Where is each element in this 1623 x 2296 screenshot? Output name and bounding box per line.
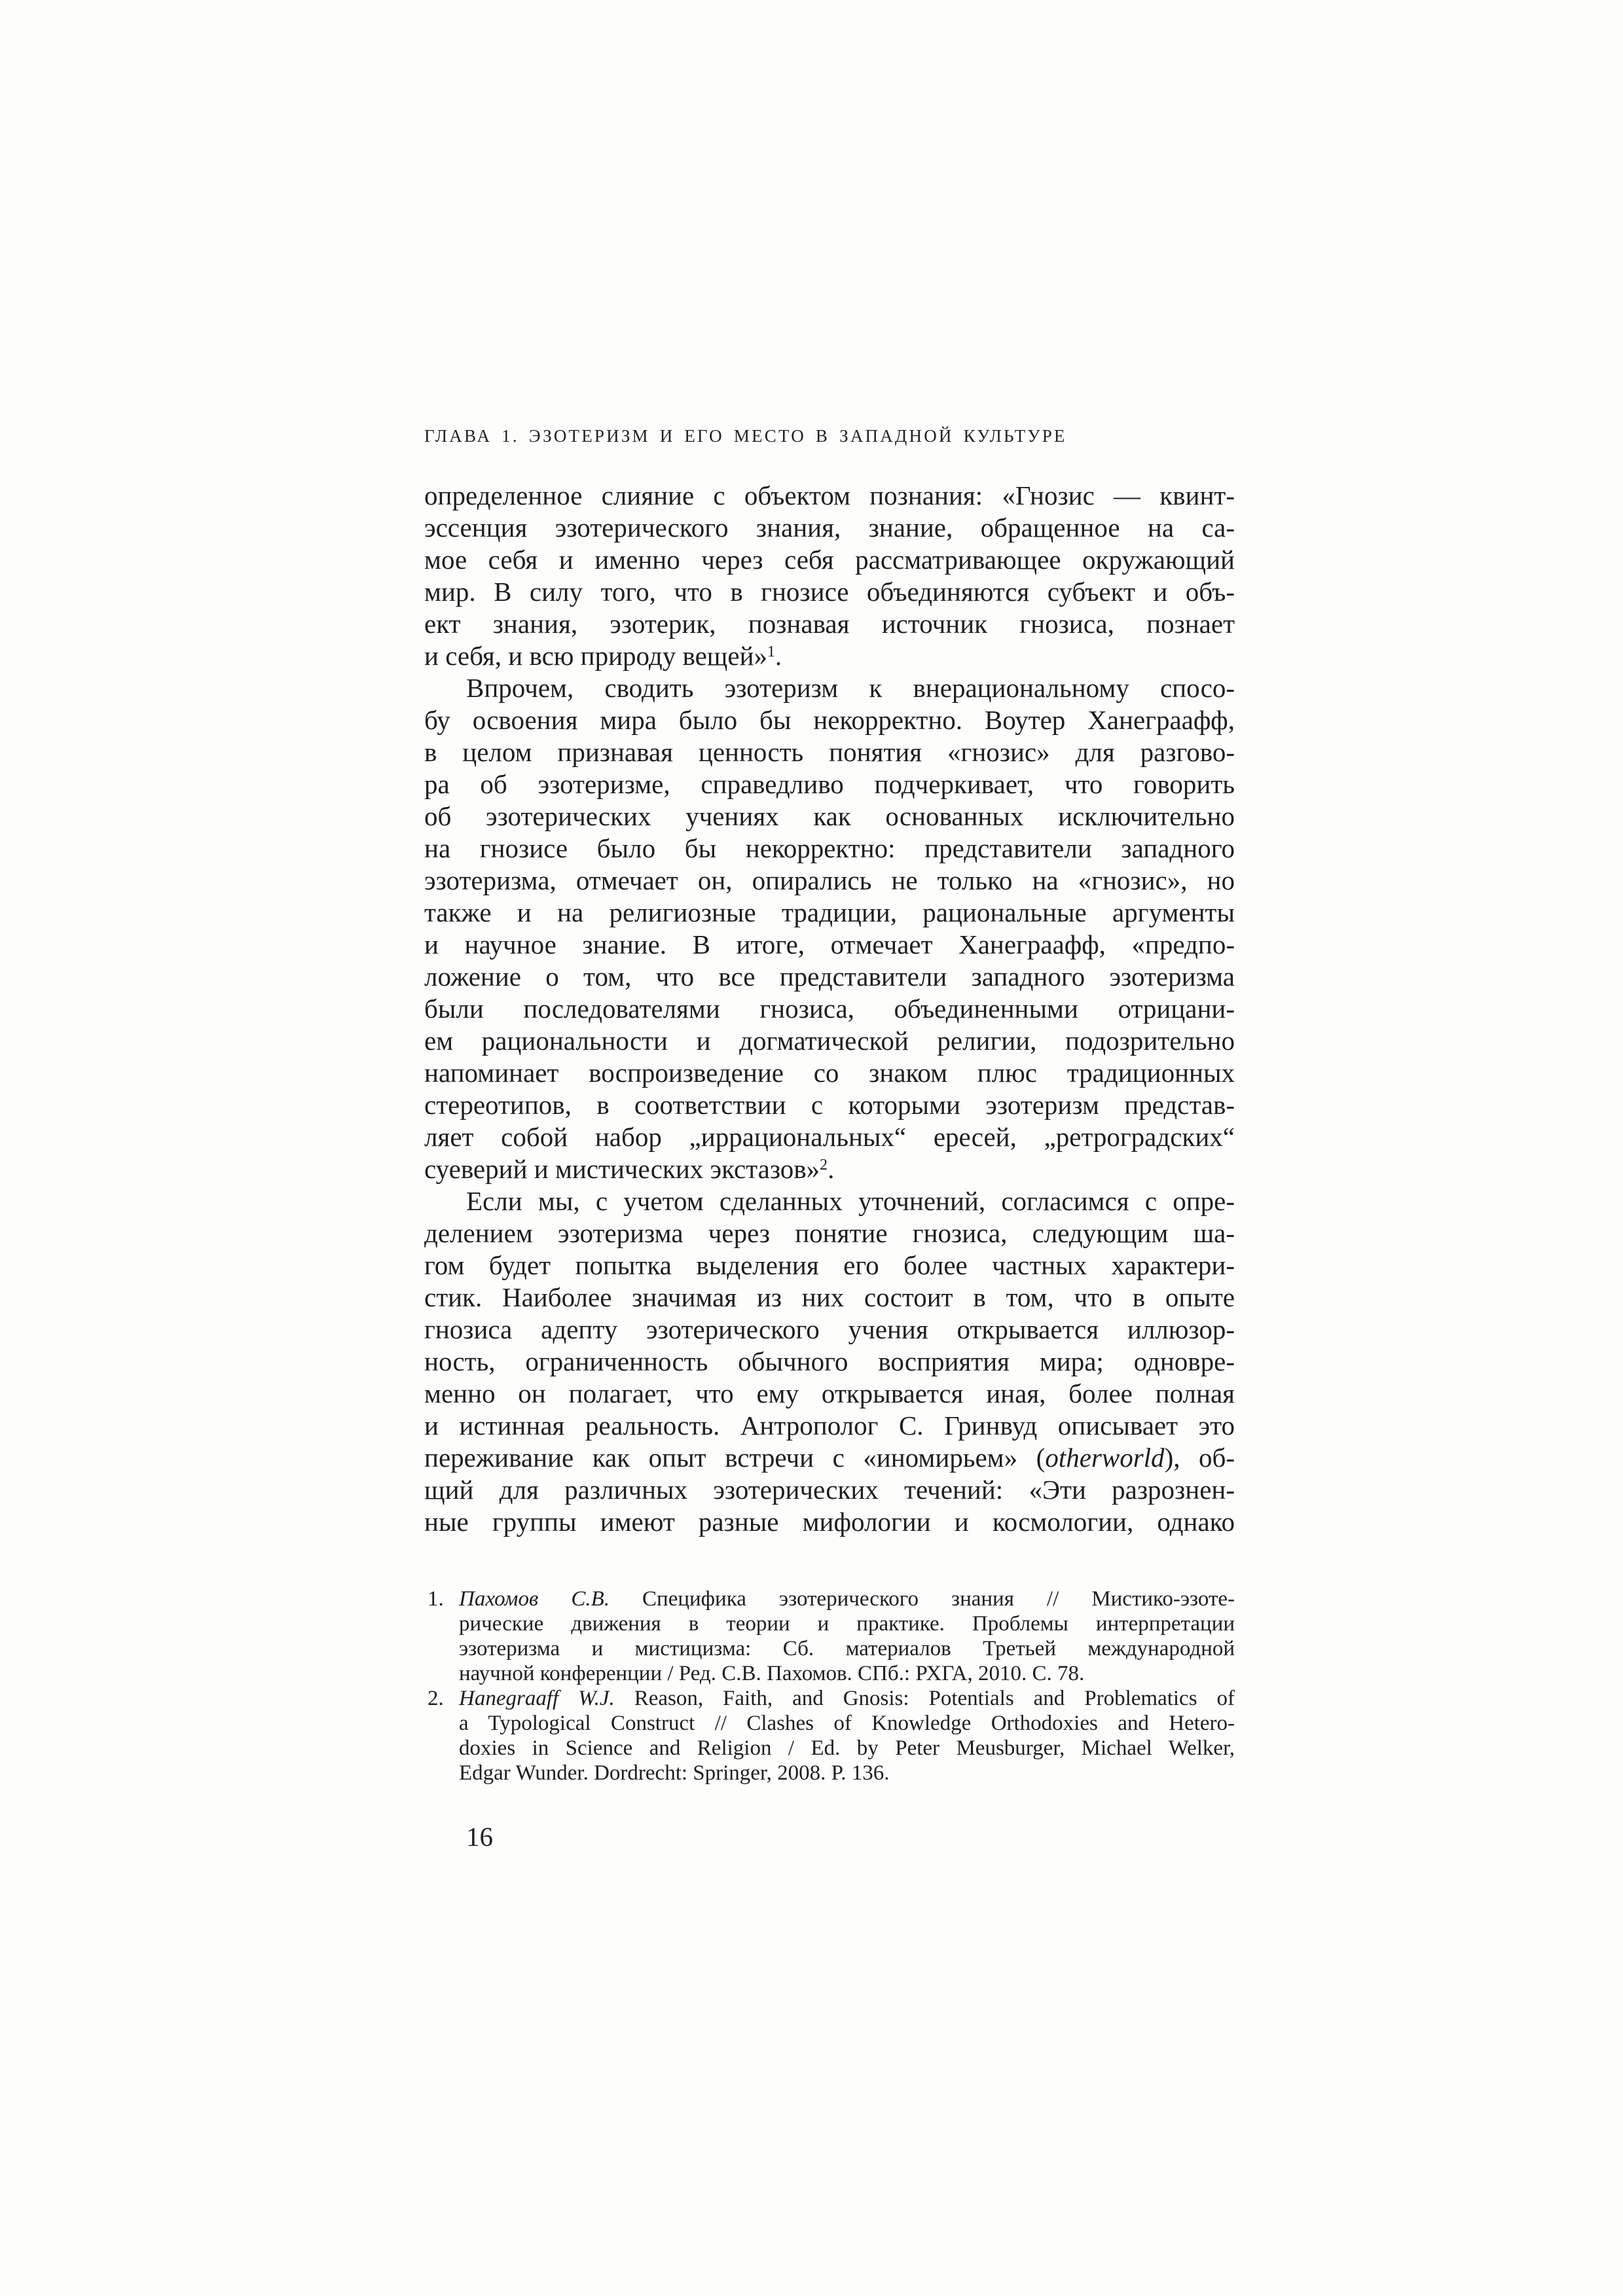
- footnote-line: рические движения в теории и практике. Проблемы интерпретации: [459, 1612, 1235, 1636]
- footnotes: [424, 1587, 1235, 1785]
- footnote-number: 2.: [428, 1687, 444, 1710]
- body-line: гнозиса адепту эзотерического учения открывается иллюзор-: [424, 1314, 1235, 1344]
- footnote-line: a Typological Construct // Clashes of Knowledge Orthodoxies and Hetero-: [459, 1712, 1235, 1735]
- body-line: эзотеризма, отмечает он, опирались не только на «гнозис», но: [424, 865, 1235, 895]
- body-line: на гнозисе было бы некорректно: представители западного: [424, 833, 1235, 863]
- body-line: мир. В силу того, что в гнозисе объединяются субъект и объ-: [424, 577, 1235, 607]
- body-line: ные группы имеют разные мифологии и космологии, однако: [424, 1507, 1235, 1537]
- body-line: бу освоения мира было бы некорректно. Воутер Ханеграафф,: [424, 705, 1235, 735]
- body-text: [424, 480, 1235, 1538]
- body-line: определенное слияние с объектом познания: «Гнозис — квинт-: [424, 480, 1235, 511]
- body-line: в целом признавая ценность понятия «гнозис» для разгово-: [424, 737, 1235, 767]
- body-line: об эзотерических учениях как основанных исключительно: [424, 801, 1235, 831]
- body-line: ра об эзотеризме, справедливо подчеркивает, что говорить: [424, 769, 1235, 799]
- body-line: суеверий и мистических экстазов»$^2$.: [424, 1154, 835, 1184]
- page-number: 16: [466, 1821, 493, 1852]
- footnote: [424, 1587, 1235, 1686]
- body-line: Если мы, с учетом сделанных уточнений, согласимся с опре-: [466, 1186, 1235, 1216]
- body-line: Впрочем, сводить эзотеризм к внерациональному спосо-: [466, 673, 1235, 703]
- body-line: были последователями гнозиса, объединенными отрицани-: [424, 994, 1235, 1024]
- body-line: напоминает воспроизведение со знаком плюс традиционных: [424, 1058, 1235, 1088]
- body-line: эссенция эзотерического знания, знание, обращенное на са-: [424, 512, 1235, 543]
- running-header: ГЛАВА 1. ЭЗОТЕРИЗМ И ЕГО МЕСТО В ЗАПАДНОЙ КУЛЬТУРЕ: [424, 426, 1067, 446]
- body-line: и научное знание. В итоге, отмечает Ханеграафф, «предпо-: [424, 929, 1235, 960]
- body-line: ем рациональности и догматической религии, подозрительно: [424, 1026, 1235, 1056]
- body-line: также и на религиозные традиции, рациональные аргументы: [424, 897, 1235, 927]
- body-line: ность, ограниченность обычного восприятия мира; одновре-: [424, 1346, 1235, 1376]
- body-line: стик. Наиболее значимая из них состоит в том, что в опыте: [424, 1282, 1235, 1312]
- body-line: ложение о том, что все представители западного эзотеризма: [424, 961, 1235, 992]
- footnote-line: эзотеризма и мистицизма: Сб. материалов Третьей международной: [459, 1637, 1235, 1660]
- body-line: делением эзотеризма через понятие гнозиса, следующим ша-: [424, 1218, 1235, 1248]
- body-line: мое себя и именно через себя рассматривающее окружающий: [424, 545, 1235, 575]
- body-line: ект знания, эзотерик, познавая источник гнозиса, познает: [424, 609, 1235, 639]
- footnote-line: научной конференции / Ред. С.В. Пахомов. СПб.: РХГА, 2010. С. 78.: [459, 1662, 1085, 1685]
- footnote-line: Пахомов С.В. Специфика эзотерического знания // Мистико-эзоте-: [459, 1587, 1235, 1611]
- body-line: ляет собой набор „иррациональных“ ересей, „ретроградских“: [424, 1122, 1235, 1152]
- body-line: стереотипов, в соответствии с которыми эзотеризм представ-: [424, 1090, 1235, 1120]
- footnote: [424, 1686, 1235, 1785]
- body-line: переживание как опыт встречи с «иномирьем» (otherworld), об-: [424, 1443, 1235, 1473]
- footnote-line: Edgar Wunder. Dordrecht: Springer, 2008. P. 136.: [459, 1761, 890, 1785]
- footnote-line: Hanegraaff W.J. Reason, Faith, and Gnosis: Potentials and Problematics of: [459, 1687, 1235, 1710]
- body-line: щий для различных эзотерических течений: «Эти разрознен-: [424, 1475, 1235, 1505]
- body-line: и истинная реальность. Антрополог С. Гринвуд описывает это: [424, 1410, 1235, 1441]
- footnote-line: doxies in Science and Religion / Ed. by Peter Meusburger, Michael Welker,: [459, 1736, 1235, 1760]
- body-line: менно он полагает, что ему открывается иная, более полная: [424, 1378, 1235, 1408]
- body-line: и себя, и всю природу вещей»$^1$.: [424, 641, 782, 671]
- footnote-number: 1.: [428, 1587, 444, 1611]
- body-line: гом будет попытка выделения его более частных характери-: [424, 1250, 1235, 1280]
